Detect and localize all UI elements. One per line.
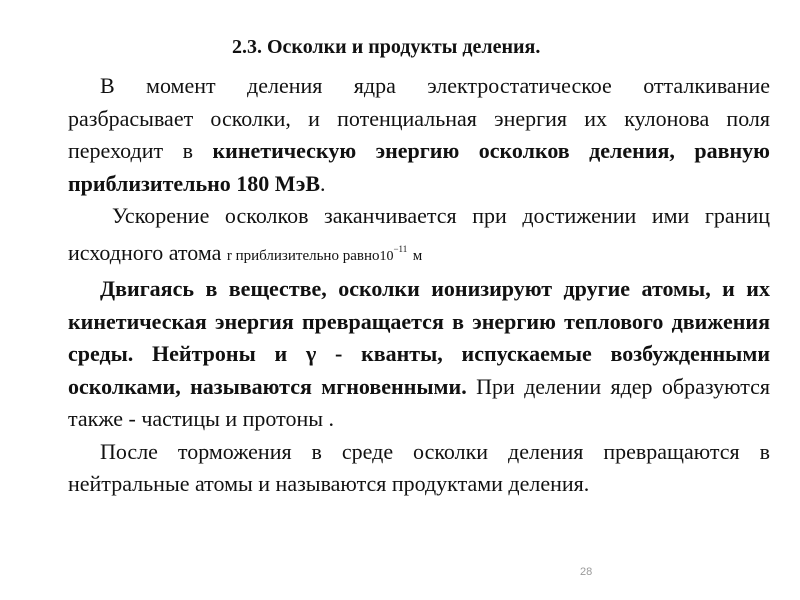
radius-unit: м — [412, 247, 423, 264]
radius-label: r приблизительно равно — [226, 247, 380, 264]
paragraph-acceleration — [68, 200, 770, 273]
gamma-symbol: γ — [305, 341, 317, 366]
radius-base: 10 — [379, 248, 394, 264]
paragraph-ionization — [68, 273, 770, 436]
paragraph-products — [68, 436, 770, 501]
radius-exponent: −11 — [393, 243, 408, 254]
paragraph-text: . — [320, 170, 326, 196]
slide-body — [68, 70, 770, 501]
paragraph-text: В момент деления ядра электростатическое отталкивание разбрасывает осколки, и потенциальная энергия их кулонова поля переходит в — [68, 73, 770, 163]
paragraph-bold-text: кинетическую энергию осколков деления, равную приблизительно 180 МэВ — [68, 138, 770, 196]
paragraph-text: Ускорение осколков заканчивается при достижении ими границ исходного атома — [68, 203, 770, 265]
slide-title: 2.3. Осколки и продукты деления. — [232, 36, 541, 58]
page-number: 28 — [580, 566, 593, 578]
radius-value — [379, 243, 408, 264]
paragraph-fragment-energy — [68, 70, 770, 200]
paragraph-bold-text: - кванты, испускаемые возбужденными осколками, называются мгновенными. — [68, 341, 771, 399]
paragraph-bold-text: Двигаясь в веществе, осколки ионизируют другие атомы, и их кинетическая энергия превращается в энергию теплового движения среды. Нейтроны и — [68, 276, 770, 366]
paragraph-text: После торможения в среде осколки деления превращаются в нейтральные атомы и называются продуктами деления. — [68, 438, 770, 496]
paragraph-text: При делении ядер образуются также - частицы и протоны . — [68, 373, 770, 431]
